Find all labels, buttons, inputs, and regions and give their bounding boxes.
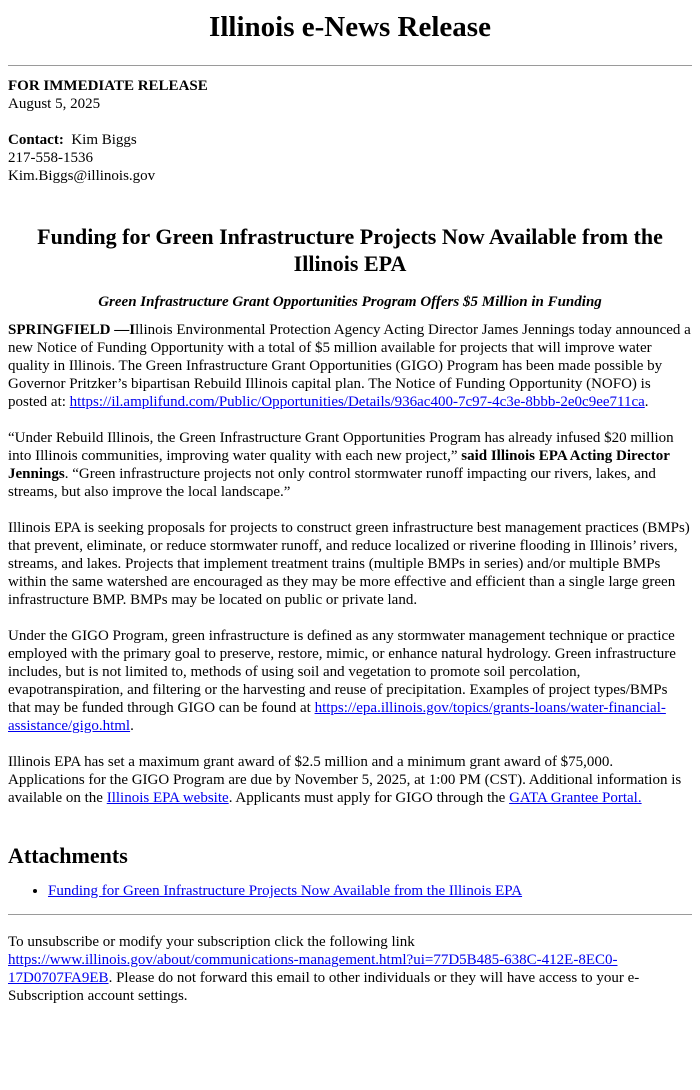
contact-email: Kim.Biggs@illinois.gov	[8, 168, 156, 184]
attachments-list	[8, 882, 692, 900]
quote-part-2: . “Green infrastructure projects not only control stormwater runoff impacting our rivers, lakes, and streams, but also improve the local landscape.”	[8, 466, 656, 500]
paragraph-1-text: llinois Environmental Protection Agency Acting Director James Jennings today announced a new Notice of Funding Opportunity with a total of $5 million available for projects that will improve water quality in Illinois. The Green Infrastructure Grant Opportunities (GIGO) Program has been made possible by Governor Pritzker’s bipartisan Rebuild Illinois capital plan. The Notice of Funding Opportunity (NOFO) is posted at:	[8, 322, 691, 410]
quote-part-1: “Under Rebuild Illinois, the Green Infrastructure Grant Opportunities Program has already infused $20 million into Illinois communities, improving water quality with each new project,”	[8, 430, 674, 464]
paragraph-4-end: .	[130, 718, 134, 734]
gata-portal-link[interactable]: GATA Grantee Portal.	[509, 790, 642, 806]
contact-name: Kim Biggs	[71, 132, 137, 148]
paragraph-2	[8, 429, 692, 501]
attachment-item	[48, 882, 692, 900]
contact-phone: 217-558-1536	[8, 150, 93, 166]
contact-label: Contact:	[8, 132, 64, 148]
footer-text-1: To unsubscribe or modify your subscription click the following link	[8, 934, 415, 950]
paragraph-5-text-2: . Applicants must apply for GIGO through the	[228, 790, 510, 806]
footer-text-2: . Please do not forward this email to other individuals or they will have access to your e-Subscription account settings.	[8, 970, 640, 1004]
dateline: SPRINGFIELD —I	[8, 322, 136, 338]
release-meta	[8, 77, 692, 185]
paragraph-4-text: Under the GIGO Program, green infrastructure is defined as any stormwater management technique or practice employed with the primary goal to preserve, restore, mimic, or enhance natural hydrology. Green infrastructure includes, but is not limited to, methods of using soil and vegetation to promote soil percolation, evapotranspiration, and filtering or the harvesting and reuse of precipitation. Examples of project types/BMPs that may be funded through GIGO can be found at	[8, 628, 676, 716]
attachments-heading: Attachments	[8, 843, 128, 868]
release-label: FOR IMMEDIATE RELEASE	[8, 78, 208, 94]
footer	[8, 933, 692, 1005]
paragraph-5-text-1: Illinois EPA has set a maximum grant award of $2.5 million and a minimum grant award of $75,000. Applications for the GIGO Program are due by November 5, 2025, at 1:00 PM (CST). Additional information is available on the	[8, 754, 682, 806]
gigo-link[interactable]: https://epa.illinois.gov/topics/grants-loans/water-financial-assistance/gigo.html	[8, 700, 666, 734]
paragraph-1-end: .	[644, 394, 649, 410]
unsubscribe-link[interactable]: https://www.illinois.gov/about/communications-management.html?ui=77D5B485-638C-412E-8EC0-17D0707FA9EB	[8, 952, 618, 986]
paragraph-3: Illinois EPA is seeking proposals for projects to construct green infrastructure best management practices (BMPs) that prevent, eliminate, or reduce stormwater runoff, and reduce localized or riverine flooding in Illinois’ rivers, streams, and lakes. Projects that implement treatment trains (multiple BMPs in series) and/or multiple BMPs within the same watershed are encouraged as they may be more effective and efficient than a single large green infrastructure BMP. BMPs may be located on public or private land.	[8, 520, 690, 608]
top-divider	[8, 65, 692, 66]
page	[0, 11, 700, 1005]
epa-website-link[interactable]: Illinois EPA website	[106, 790, 229, 806]
footer-divider	[8, 914, 692, 915]
paragraph-1	[8, 321, 692, 411]
page-title: Illinois e-News Release	[209, 11, 491, 43]
quote-speaker: said Illinois EPA Acting Director Jennings	[8, 448, 670, 482]
attachment-link[interactable]: Funding for Green Infrastructure Projects Now Available from the Illinois EPA	[48, 883, 523, 899]
headline: Funding for Green Infrastructure Projects Now Available from the Illinois EPA	[37, 224, 663, 276]
paragraph-5	[8, 753, 692, 807]
nofo-link[interactable]: https://il.amplifund.com/Public/Opportunities/Details/936ac400-7c97-4c3e-8bbb-2e0c9ee711ca	[69, 394, 645, 410]
release-date: August 5, 2025	[8, 96, 101, 112]
contact-block	[8, 131, 692, 185]
subheadline: Green Infrastructure Grant Opportunities Program Offers $5 Million in Funding	[98, 294, 602, 310]
paragraph-4	[8, 627, 692, 735]
